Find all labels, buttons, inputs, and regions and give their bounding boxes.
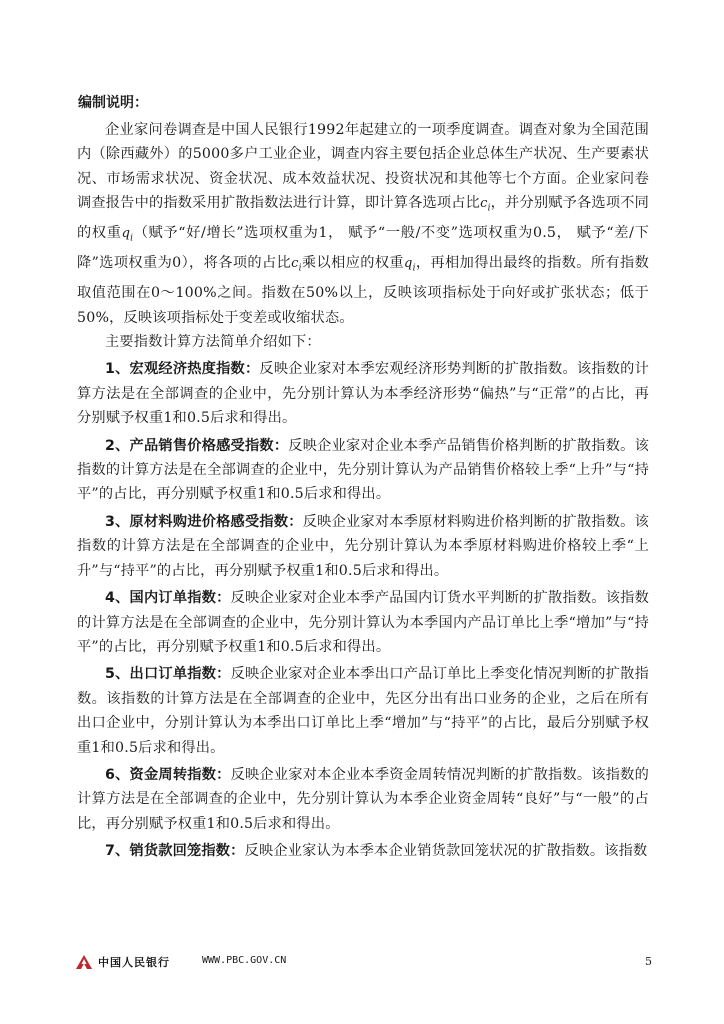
index-item-6 <box>77 763 649 836</box>
index-description: 反映企业家对本季原材料购进价格判断的扩散指数。该指数的计算方法是在全部调查的企业中，先分别计算认为本季原材料购进价格较上季“上升”与“持平”的占比，再分别赋予权重1和0.5后求和得出。 <box>77 513 649 579</box>
variable-c-2: $c_i$ <box>291 256 302 274</box>
index-item-1 <box>77 357 649 430</box>
index-label: 4、国内订单指数： <box>105 590 231 607</box>
index-label: 5、出口订单指数： <box>105 666 231 683</box>
index-item-7 <box>77 839 649 863</box>
intro-paragraph <box>77 118 649 330</box>
index-item-3 <box>77 510 649 583</box>
variable-q: $q_i$ <box>121 226 134 244</box>
index-label: 2、产品销售价格感受指数： <box>105 437 289 454</box>
index-description: 反映企业家认为本季本企业销货款回笼状况的扩散指数。该指数 <box>244 843 648 860</box>
intro-text-3: （赋予“好/增长”选项权重为1， 赋予“一般/不变”选项权重为0.5， 赋予“差/下降”选项权重为0），将各项的占比 <box>77 225 649 272</box>
index-label: 7、销货款回笼指数： <box>105 843 245 860</box>
page-number: 5 <box>645 955 652 968</box>
index-description: 反映企业家对企业本季出口产品订单比上季变化情况判断的扩散指数。该指数的计算方法是在全部调查的企业中，先区分出有出口业务的企业，之后在所有出口企业中，分别计算认为本季出口订单比上季“增加”与“持平”的占比，最后分别赋予权重1和0.5后求和得出。 <box>77 666 649 756</box>
variable-q-2: $q_i$ <box>404 256 416 274</box>
footer-org-name: 中国人民银行 <box>98 956 170 969</box>
index-item-4 <box>77 586 649 659</box>
index-label: 6、资金周转指数： <box>105 766 231 783</box>
index-item-2 <box>77 434 649 507</box>
index-item-5 <box>77 662 649 760</box>
page-footer <box>76 953 652 971</box>
index-description: 反映企业家对企业本季产品销售价格判断的扩散指数。该指数的计算方法是在全部调查的企业中，先分别计算认为产品销售价格较上季“上升”与“持平”的占比，再分别赋予权重1和0.5后求和得出。 <box>77 437 649 503</box>
pbc-logo-icon <box>76 955 92 969</box>
intro-text-4: 乘以相应的权重 <box>301 255 405 272</box>
index-label: 3、原材料购进价格感受指数： <box>105 513 303 530</box>
methods-intro: 主要指数计算方法简单介绍如下： <box>105 334 321 351</box>
intro-text-1: 企业家问卷调查是中国人民银行1992年起建立的一项季度调查。调查对象为全国范围内（除西藏外）的5000多户工业企业，调查内容主要包括企业总体生产状况、生产要素状况、市场需求状况、资金状况、成本效益状况、投资状况和其他等七个方面。企业家问卷调查报告中的指数采用扩散指数法进行计算，即计算各选项占比 <box>77 122 649 212</box>
index-label: 1、宏观经济热度指数： <box>105 361 260 378</box>
section-heading: 编制说明： <box>78 95 148 111</box>
document-body <box>77 118 649 864</box>
variable-c: $c_i$ <box>480 196 491 214</box>
footer-website: WWW.PBC.GOV.CN <box>202 955 287 966</box>
index-description: 反映企业家对企业本季产品国内订货水平判断的扩散指数。该指数的计算方法是在全部调查的企业中，先分别计算认为本季国内产品订单比上季“增加”与“持平”的占比，再分别赋予权重1和0.5后求和得出。 <box>77 590 649 655</box>
index-description: 反映企业家对本季宏观经济形势判断的扩散指数。该指数的计算方法是在全部调查的企业中，先分别计算认为本季经济形势“偏热”与“正常”的占比，再分别赋予权重1和0.5后求和得出。 <box>77 361 649 427</box>
intro-text-5: ，再相加得出最终的指数。所有指数取值范围在0～100%之间。指数在50%以上，反映该项指标处于向好或扩张状态；低于50%，反映该项指标处于变差或收缩状态。 <box>77 255 650 326</box>
intro-text-2: ，并分别赋予各选项不同的权重 <box>77 195 650 242</box>
index-description: 反映企业家对本企业本季资金周转情况判断的扩散指数。该指数的计算方法是在全部调查的企业中，先分别计算认为本季企业资金周转“良好”与“一般”的占比，再分别赋予权重1和0.5后求和得出。 <box>77 766 649 832</box>
